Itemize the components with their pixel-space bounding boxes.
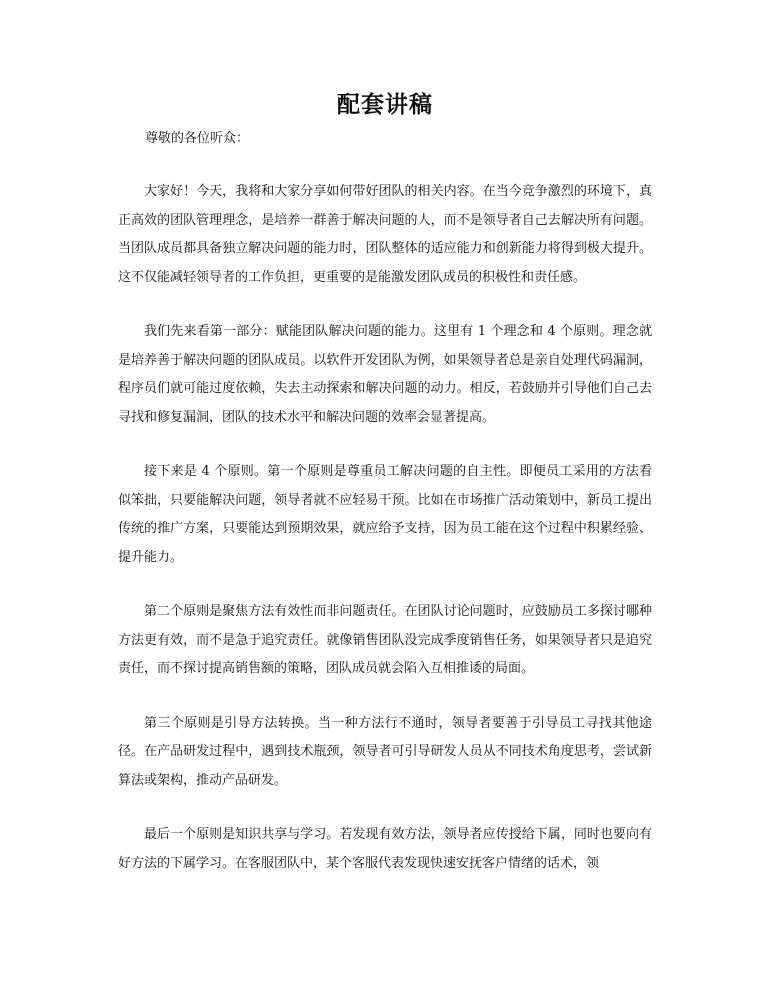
document-title: 配套讲稿 xyxy=(337,91,433,118)
paragraph-principle-four: 最后一个原则是知识共享与学习。若发现有效方法，领导者应传授给下属，同时也要向有好方法的下属学习。在客服团队中，某个客服代表发现快速安抚客户情绪的话术，领 xyxy=(118,827,652,871)
salutation: 尊敬的各位听众： xyxy=(145,131,250,146)
speech-body xyxy=(118,178,652,878)
paragraph-greeting: 大家好！今天，我将和大家分享如何带好团队的相关内容。在当今竞争激烈的环境下，真正高效的团队管理理念，是培养一群善于解决问题的人，而不是领导者自己去解决所有问题。当团队成员都具备独立解决问题的能力时，团队整体的适应能力和创新能力将得到极大提升。这不仅能减轻领导者的工作负担，更重要的是能激发团队成员的积极性和责任感。 xyxy=(118,184,652,285)
paragraph-part-one-intro: 我们先来看第一部分：赋能团队解决问题的能力。这里有 1 个理念和 4 个原则。理念就是培养善于解决问题的团队成员。以软件开发团队为例，如果领导者总是亲自处理代码漏洞，程序员们就可能过度依赖，失去主动探索和解决问题的动力。相反，若鼓励并引导他们自己去寻找和修复漏洞，团队的技术水平和解决问题的效率会显著提高。 xyxy=(118,324,652,425)
paragraph-principle-two: 第二个原则是聚焦方法有效性而非问题责任。在团队讨论问题时，应鼓励员工多探讨哪种方法更有效，而不是急于追究责任。就像销售团队没完成季度销售任务，如果领导者只是追究责任，而不探讨提高销售额的策略，团队成员就会陷入互相推诿的局面。 xyxy=(118,604,652,676)
paragraph-principle-three: 第三个原则是引导方法转换。当一种方法行不通时，领导者要善于引导员工寻找其他途径。在产品研发过程中，遇到技术瓶颈，领导者可引导研发人员从不同技术角度思考，尝试新算法或架构，推动产品研发。 xyxy=(118,715,652,788)
paragraph-principle-one: 接下来是 4 个原则。第一个原则是尊重员工解决问题的自主性。即便员工采用的方法看似笨拙，只要能解决问题，领导者就不应轻易干预。比如在市场推广活动策划中，新员工提出传统的推广方案，只要能达到预期效果，就应给予支持，因为员工能在这个过程中积累经验、提升能力。 xyxy=(118,464,652,565)
